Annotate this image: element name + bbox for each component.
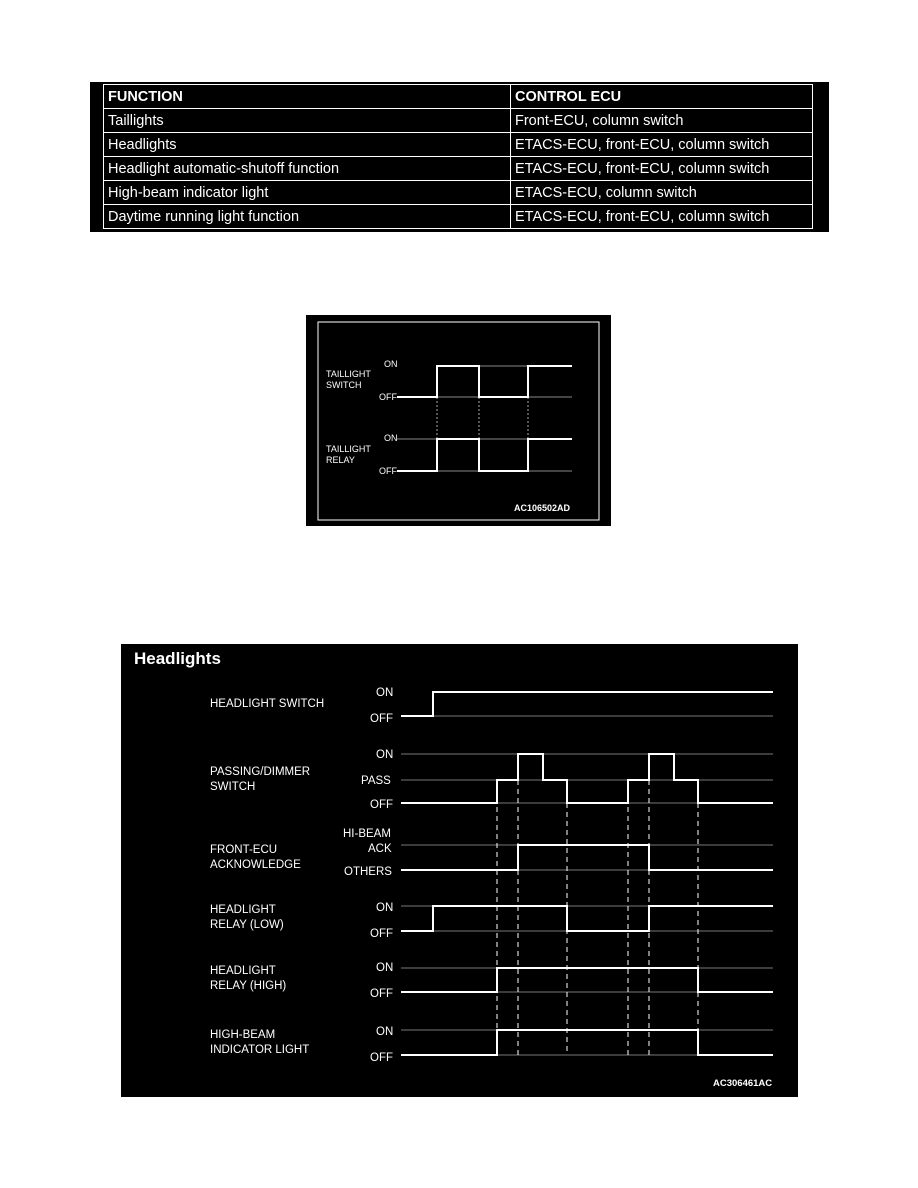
control-ecu-cell: ETACS-ECU, front-ECU, column switch xyxy=(511,205,813,229)
state-label: OFF xyxy=(370,713,393,725)
signal-label: RELAY (LOW) xyxy=(210,919,284,931)
taillight-timing-diagram xyxy=(306,315,611,526)
state-label: PASS xyxy=(361,775,391,787)
headlights-timing-diagram xyxy=(121,644,798,1097)
passing-dimmer-waveform xyxy=(401,754,773,803)
control-ecu-cell: ETACS-ECU, front-ECU, column switch xyxy=(511,133,813,157)
relay-high-waveform xyxy=(401,968,773,992)
signal-label: TAILLIGHT xyxy=(326,444,371,454)
signal-label: HIGH-BEAM xyxy=(210,1029,276,1041)
state-label: OFF xyxy=(370,928,393,940)
state-label: ON xyxy=(376,962,394,974)
signal-label: INDICATOR LIGHT xyxy=(210,1044,310,1056)
headlight-switch-waveform xyxy=(401,692,773,716)
header-control-ecu: CONTROL ECU xyxy=(511,85,813,109)
state-label: OFF xyxy=(379,466,397,476)
taillight-relay-waveform xyxy=(397,439,572,471)
state-label: ACK xyxy=(368,843,392,855)
table-row xyxy=(104,109,813,133)
signal-label: SWITCH xyxy=(326,380,362,390)
front-ecu-ack-waveform xyxy=(401,845,773,870)
signal-label: HEADLIGHT xyxy=(210,965,276,977)
state-label: OFF xyxy=(370,799,393,811)
control-ecu-cell: ETACS-ECU, column switch xyxy=(511,181,813,205)
state-label: ON xyxy=(376,687,394,699)
control-ecu-cell: Front-ECU, column switch xyxy=(511,109,813,133)
state-label: HI-BEAM xyxy=(343,828,391,840)
headlights-timing-svg xyxy=(121,644,798,1097)
relay-low-waveform xyxy=(401,906,773,931)
state-label: OTHERS xyxy=(344,866,392,878)
state-label: OFF xyxy=(370,988,393,1000)
signal-label: PASSING/DIMMER xyxy=(210,766,311,778)
signal-label: ACKNOWLEDGE xyxy=(210,859,301,871)
reference-lines xyxy=(397,366,572,471)
function-cell: Daytime running light function xyxy=(104,205,511,229)
function-control-ecu-table xyxy=(103,84,813,229)
table-row xyxy=(104,181,813,205)
signal-label: RELAY (HIGH) xyxy=(210,980,287,992)
table-header-row xyxy=(104,85,813,109)
table-row xyxy=(104,157,813,181)
signal-label: RELAY xyxy=(326,455,355,465)
table-row xyxy=(104,133,813,157)
indicator-light-waveform xyxy=(401,1030,773,1055)
header-function: FUNCTION xyxy=(104,85,511,109)
waveforms xyxy=(401,692,773,1055)
state-label: ON xyxy=(376,902,394,914)
function-cell: Headlight automatic-shutoff function xyxy=(104,157,511,181)
control-ecu-cell: ETACS-ECU, front-ECU, column switch xyxy=(511,157,813,181)
table-row xyxy=(104,205,813,229)
state-labels xyxy=(343,687,393,1064)
transition-markers xyxy=(497,780,698,1055)
taillight-switch-waveform xyxy=(397,366,572,397)
diagram-code: AC306461AC xyxy=(713,1078,773,1089)
signal-names xyxy=(210,698,324,1056)
taillight-timing-svg xyxy=(306,315,611,526)
function-cell: High-beam indicator light xyxy=(104,181,511,205)
diagram-frame xyxy=(318,322,599,520)
reference-lines xyxy=(401,692,773,1055)
function-cell: Headlights xyxy=(104,133,511,157)
state-label: ON xyxy=(376,749,394,761)
state-label: ON xyxy=(384,433,398,443)
state-label: ON xyxy=(384,359,398,369)
diagram-code: AC106502AD xyxy=(514,503,571,513)
state-label: OFF xyxy=(370,1052,393,1064)
function-cell: Taillights xyxy=(104,109,511,133)
diagram-title: Headlights xyxy=(134,649,221,668)
signal-label: HEADLIGHT SWITCH xyxy=(210,698,325,710)
signal-label: HEADLIGHT xyxy=(210,904,276,916)
signal-label: SWITCH xyxy=(210,781,256,793)
state-label: ON xyxy=(376,1026,394,1038)
function-table-panel xyxy=(90,82,829,232)
signal-label: TAILLIGHT xyxy=(326,369,371,379)
state-label: OFF xyxy=(379,392,397,402)
transition-markers xyxy=(437,397,528,439)
signal-label: FRONT-ECU xyxy=(210,844,278,856)
